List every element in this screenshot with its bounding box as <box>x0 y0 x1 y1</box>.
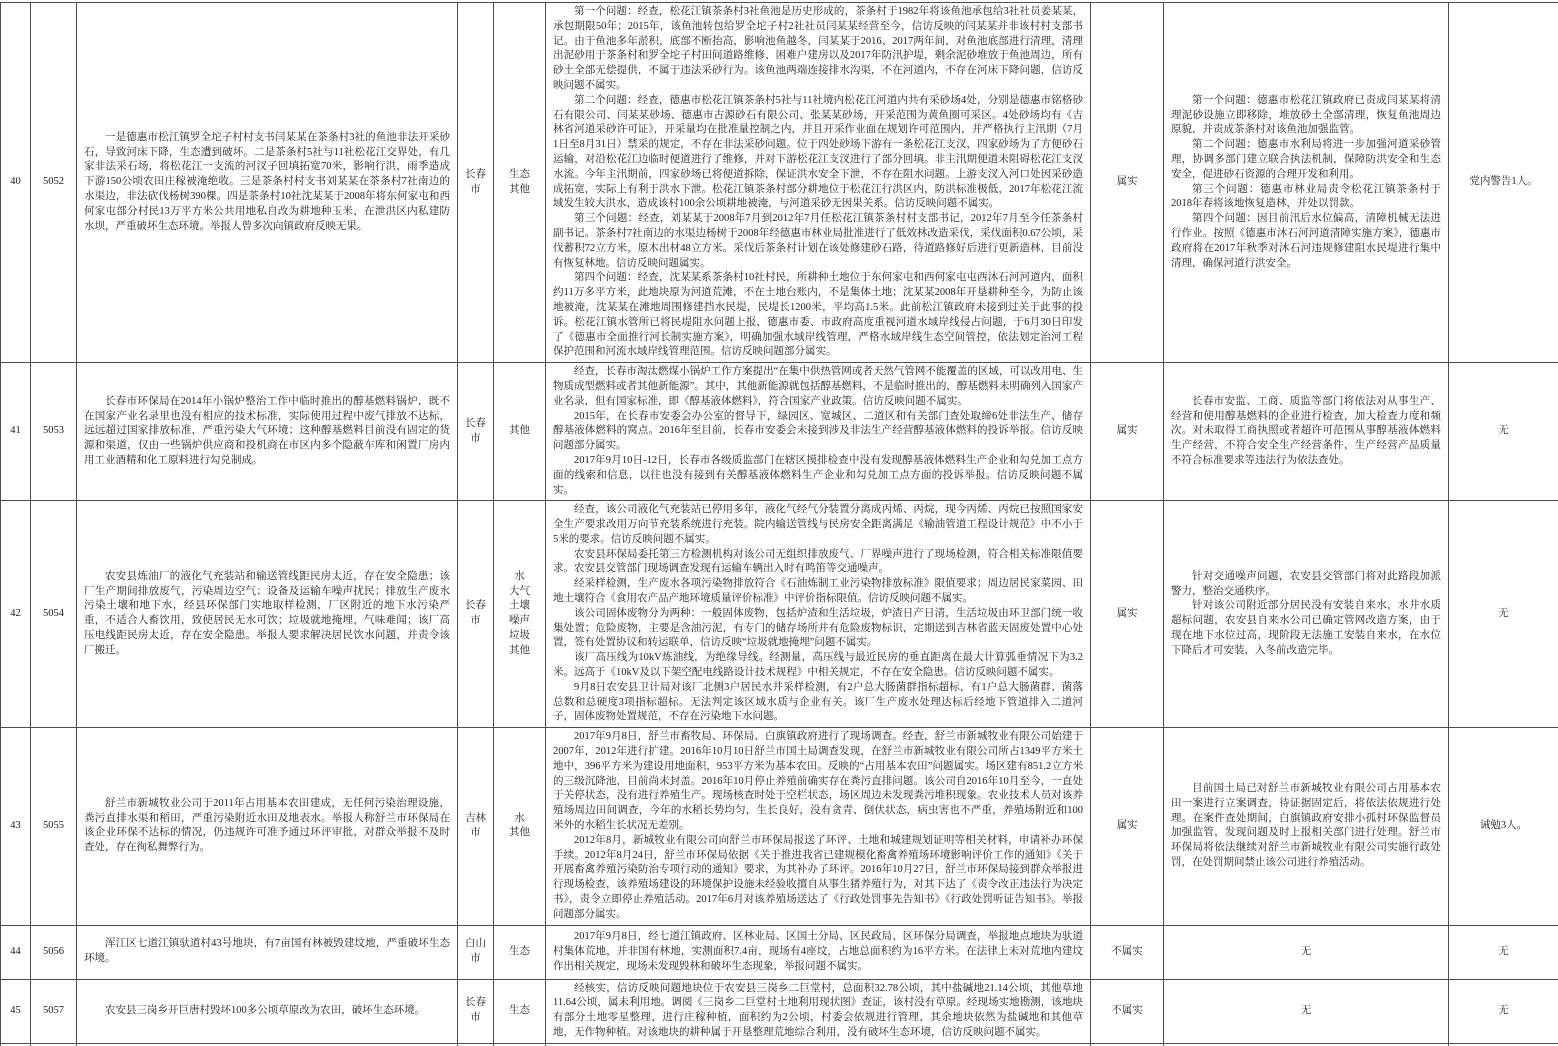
investigation-cell: 经核实，信访反映问题地块位于农安县三岗乡二巨堂村，总面积32.78公顷，其中盐碱地21.14公顷，其他草地11.64公顷，属未利用地。调阅《三岗乡二巨堂村土地利用现状图》查证，该村没有草原。经现场实地勘测，该地块有部分土地零星整理，进行庄稼种植，面积约为2公顷，村委会依规进行管理，其余地块依然为盐碱地和其他草地，无作物种植。对该地块的耕种属于开垦整理荒地综合利用，没有破坏生态环境，信访反映问题不属实。 <box>546 979 1091 1043</box>
accountability-cell: 诫勉3人。 <box>1449 728 1558 925</box>
table-row <box>1 925 1558 979</box>
case-number-cell: 5055 <box>31 728 77 925</box>
table-row <box>1 501 1558 728</box>
handling-cell: 针对交通噪声问题，农安县交管部门将对此路段加派警力，整治交通秩序。 针对该公司附近部分居民没有安装自来水，水井水质超标问题，农安县自来水公司已确定管网改造方案，由于现在地下水位过高，现阶段无法施工安装自来水，在水位下降后才可安装，入冬前改造完毕。 <box>1164 501 1449 728</box>
verified-cell: 不属实 <box>1091 979 1164 1043</box>
accountability-cell: 无 <box>1449 979 1558 1043</box>
complaint-cell: 长春市环保局在2014年小锅炉整治工作中临时推出的醇基燃料锅炉，既不在国家产业名录里也没有相应的技术标准，实际使用过程中废气排放不达标，远远超过国家排放标准，严重污染大气环境；这种醇基燃料目前没有固定的货源和渠道，仅由一些锅炉供应商和投机商在市区内多个隐蔽车库和闲置厂房内用工业酒精和化工原料进行勾兑制成。 <box>77 363 458 501</box>
seq-cell: 42 <box>1 501 31 728</box>
seq-cell: 40 <box>1 3 31 363</box>
accountability-cell: 无 <box>1449 925 1558 979</box>
verified-cell: 属实 <box>1091 501 1164 728</box>
region-cell: 长春市 <box>458 3 494 363</box>
investigation-cell: 经查，该公司液化气充装站已停用多年，液化气经气分装置分离成丙烯、丙烷，现今丙烯、丙烷已按照国家安全生产要求改用万向节充装系统进行充装。院内输送管线与民房安全距离满足《输油管道工程设计规范》中不小于5米的要求。信访反映问题不属实。 农安县环保局委托第三方检测机构对该公司无组织排放废气、厂界噪声进行了现场检测，符合相关标准限值要求。农安县交管部门现场调查发现有运输车辆出入时有鸣笛等交通噪声。 经采样检测，生产废水各项污染物排放符合《石油炼制工业污染物排放标准》限值要求；周边居民家菜园、田地土壤符合《食用农产品产地环境质量评价标准》中评价指标限值。信访反映问题不属实。 该公司固体废物分为两种：一般固体废物，包括炉渣和生活垃圾，炉渣日产日清，生活垃圾由环卫部门统一收集处置；危险废物，主要是含油污泥，有专门的储存场所并有危险废物标识，定期送到吉林省蓝天固废处置中心处置，签有处置协议和转运联单，信访反映“垃圾就地掩埋”问题不属实。 该厂高压线为10kV炼油线，为绝缘导线。经测量，高压线与最近民房的垂直距离在最大计算弧垂情况下为3.2米。远高于《10kV及以下架空配电线路设计技术规程》中相关规定，不存在安全隐患。信访反映问题不属实。 9月8日农安县卫计局对该厂北侧3户居民水井采样检测，有2户总大肠菌群指标超标，有1户总大肠菌群、菌落总数和总硬度3项指标超标。无法判定该区域水质与企业有关。该厂生产废水处理达标后经地下管道排入二道河子，固体废物处置规范，不存在污染地下水问题。 <box>546 501 1091 728</box>
accountability-cell: 无 <box>1449 363 1558 501</box>
case-number-cell: 5052 <box>31 3 77 363</box>
case-number-cell: 5057 <box>31 979 77 1043</box>
complaint-cell: 农安县炼油厂的液化气充装站和输送管线距民房太近，存在安全隐患；该厂生产期间排放废气，污染周边空气；设备及运输车噪声扰民；排放生产废水污染土壤和地下水，经县环保部门实地取样检测，厂区附近的地下水污染严重，不适合人畜饮用，致使居民无水可饮；垃圾就地掩埋，气味难闻；该厂高压电线距民房太近，存在安全隐患。举报人要求解决居民饮水问题，并责令该厂搬迁。 <box>77 501 458 728</box>
seq-cell: 44 <box>1 925 31 979</box>
investigation-cell: 2017年9月8日，舒兰市畜牧局、环保局、白旗镇政府进行了现场调查。经查，舒兰市新城牧业有限公司始建于2007年，2012年进行扩建。2016年10月10日舒兰市国土局调查发现，在舒兰市新城牧业有限公司所占1349平方米土地中，396平方米为建设用地面积，953平方米为基本农田。反映的“占用基本农田”问题属实。场区建有851.2立方米的三级沉降池，目前尚未封盖。2016年10月停止养殖前确实存在粪污直排问题。该公司自2016年10月至今，一直处于关停状态，没有进行养殖生产。现场核查时处于空栏状态，场区周边未发现粪污堆积现象。农业技术人员对该养殖场周边田间调查，今年的水稻长势均匀，生长良好，没有贪青、倒伏状态，病虫害也不严重，养殖场附近和100米外的水稻生长状况无差别。 2012年8月，新城牧业有限公司向舒兰市环保局报送了环评、土地和城建规划证明等相关材料，申请补办环保手续。2012年8月24日，舒兰市环保局依据《关于推进我省已建规模化畜禽养殖场环境影响评价工作的通知》《关于开展畜禽养殖污染防治专项行动的通知》要求，为其补办了环评。2016年10月27日，舒兰市环保局接到群众举报进行现场检查，该养殖场建设的环境保护设施未经验收擅自从事生猪养殖行为，对其下达了《责令改正违法行为决定书》，责令立即停止养殖活动。2017年6月对该养殖场送达了《行政处罚事先告知书》《行政处罚听证告知书》。举报问题部分属实。 <box>546 728 1091 925</box>
handling-cell: 无 <box>1164 925 1449 979</box>
region-cell: 吉林市 <box>458 728 494 925</box>
pollution-type-cell: 水 大气 土壤 噪声 垃圾 其他 <box>494 501 546 728</box>
verified-cell: 属实 <box>1091 3 1164 363</box>
inspection-register-table <box>0 2 1558 1046</box>
case-number-cell: 5056 <box>31 925 77 979</box>
investigation-cell: 第一个问题：经查，松花江镇茶条村3社鱼池是历史形成的，茶条村于1982年将该鱼池承包给3社社员姜某某，承包期限50年；2015年，该鱼池转包给罗全坨子村2社社员闫某某经营至今，信访反映的闫某某并非该村村支部书记。由于鱼池多年淤积，底部不断抬高，影响池鱼越冬，闫某某于2016、2017两年间，对鱼池底部进行清理，清理出泥砂用于茶条村和罗全坨子村田间道路维修、困难户建房以及2017年防汛护堤，剩余泥砂堆放于鱼池周边，所有砂土全部无偿提供，不属于违法采砂行为。该鱼池两端连接排水沟渠，不在河道内，不存在河床下降问题，信访反映问题不属实。 第二个问题：经查，德惠市松花江镇茶条村5社与11社境内松花江河道内共有采砂场4处，分别是德惠市铭格砂石有限公司、闫某某砂场、德惠市古源砂石有限公司、张某某砂场，开采范围为黄鱼圈可采区。4处砂场均有《吉林省河道采砂许可证》，开采量均在批准量控制之内，并且开采作业面在规划许可范围内，并严格执行主汛期（7月1日至8月31日）禁采的规定，不存在非法采砂问题。位于四处砂场下游有一条松花江支汊，四家砂场为了方便砂石运输，对沿松花江边临时便道进行了维修，并对下游松花江支汊进行了部分回填。非主汛期便道未阻碍松花江支汊水流。今年主汛期前，四家砂场已将便道拆除，保证洪水安全下泄，不存在阻水问题。上游支汊入河口处因采砂造成拓宽，实际上有利于洪水下泄。松花江镇茶条村部分耕地位于松花江行洪区内，防洪标准极低，2017年松花江流域发生较大洪水，造成该村100余公顷耕地被淹，与河道采砂无因果关系。信访反映问题不属实。 第三个问题：经查，刘某某于2008年7月到2012年7月任松花江镇茶条村村支部书记，2012年7月至今任茶条村副书记。茶条村7社南边的水渠边杨树于2008年经德惠市林业局批准进行了低效林改造采伐，采伐面积0.67公顷，采伐蓄积72立方米，原木出材48立方米。采伐后茶条村计划在该处修建砂石路，待道路修好后进行更新造林，目前没有恢复林地。信访反映问题属实。 第四个问题：经查，沈某某系茶条村10社村民，所耕种土地位于东何家屯和西何家屯屯西沐石河河道内，面积约11万多平方米，此地块原为河道荒滩，不在土地台账内，不是集体土地；沈某某2008年开垦耕种至今，为防止该地被淹，沈某某在滩地周围修建挡水民堤，民堤长1200米，平均高1.5米。此前松江镇政府未接到过关于此事的投诉。松花江镇水管所已将民堤阻水问题上报，德惠市委、市政府高度重视河道水域岸线侵占问题，于6月30日印发了《德惠市全面推行河长制实施方案》，明确加强水域岸线管理，严格水域岸线生态空间管控，依法划定治河工程保护范围和河流水域岸线管理范围。信访反映问题部分属实。 <box>546 3 1091 363</box>
complaint-cell: 农安县三岗乡开巨唐村毁坏100多公顷草原改为农田，破坏生态环境。 <box>77 979 458 1043</box>
investigation-cell: 经查，长春市淘汰燃煤小锅炉工作方案提出“在集中供热管网或者天然气管网不能覆盖的区域，可以改用电、生物质成型燃料或者其他新能源”。其中，其他新能源就包括醇基燃料，不是临时推出的，醇基燃料未明确列入国家产业名录，但有国家标准，即《醇基液体燃料》，符合国家产业政策。信访反映问题不属实。 2015年，在长春市安委会办公室的督导下，绿园区、宽城区、二道区和有关部门查处取缔6处非法生产、储存醇基液体燃料的窝点。2016年至目前，长春市安委会未接到涉及非法生产经营醇基液体燃料的投诉举报。信访反映问题部分属实。 2017年9月10日-12日，长春市各级质监部门在辖区摸排检查中没有发现醇基液体燃料生产企业和勾兑加工点方面的线索和信息，以往也没有接到有关醇基液体燃料生产企业和勾兑加工点方面的投诉举报。信访反映问题不属实。 <box>546 363 1091 501</box>
pollution-type-cell: 水 其他 <box>494 728 546 925</box>
pollution-type-cell: 其他 <box>494 363 546 501</box>
region-cell: 长春市 <box>458 363 494 501</box>
verified-cell: 属实 <box>1091 728 1164 925</box>
verified-cell: 不属实 <box>1091 925 1164 979</box>
region-cell: 白山市 <box>458 925 494 979</box>
pollution-type-cell: 生态 <box>494 979 546 1043</box>
complaint-cell: 浑江区七道江镇驮道村43号地块，有7亩国有林被毁建坟地，严重破坏生态环境。 <box>77 925 458 979</box>
pollution-type-cell: 生态 <box>494 925 546 979</box>
handling-cell: 第一个问题：德惠市松花江镇政府已责成闫某某将清理泥砂设施立即移除，堆放砂土全部清理，恢复鱼池周边原貌，并责成茶条村对该鱼池加强监管。 第二个问题：德惠市水利局将进一步加强河道采砂管理，协调多部门建立联合执法机制，保障防洪安全和生态安全，促进砂石资源的合理开发和利用。 第三个问题：德惠市林业局责令松花江镇茶条村于2018年春将该地恢复造林，并处以罚款。 第四个问题：因目前汛后水位偏高，清障机械无法进行作业。按照《德惠市沐石河河道清障实施方案》，德惠市政府将在2017年秋季对沐石河违规修建阻水民堤进行集中清理，确保河道行洪安全。 <box>1164 3 1449 363</box>
region-cell: 长春市 <box>458 501 494 728</box>
case-number-cell: 5054 <box>31 501 77 728</box>
complaint-cell: 一是德惠市松江镇罗全坨子村村支书闫某某在茶条村3社的鱼池非法开采砂石，导致河床下降，生态遭到破坏。二是茶条村5社与11社松花江交界处，有几家非法采石场，将松花江一支流的河汊子回填拓宽70米，影响行洪，雨季造成下游150公顷农田庄稼被淹绝收。三是茶条村村支书刘某某在茶条村7社南边的水渠边，非法砍伐杨树390棵。四是茶条村10社沈某某于2008年将东何家屯和西何家屯部分村民13万平方米公共用地私自改为耕地种玉米，在泄洪区内私建防水坝，严重破坏生态环境。举报人曾多次向镇政府反映无果。 <box>77 3 458 363</box>
table-row <box>1 3 1558 363</box>
region-cell: 长春市 <box>458 979 494 1043</box>
handling-cell: 目前国土局已对舒兰市新城牧业有限公司占用基本农田一案进行立案调查，待证据固定后，将依法依规进行处理。在案件查处期间，白旗镇政府安排小孤村环保监督员加强监管，发现问题及时上报相关部门进行处理。舒兰市环保局将依法继续对舒兰市新城牧业有限公司实施行政处罚，在处罚期间禁止该公司进行养殖活动。 <box>1164 728 1449 925</box>
table-row <box>1 728 1558 925</box>
handling-cell: 无 <box>1164 979 1449 1043</box>
handling-cell: 长春市安监、工商、质监等部门将依法对从事生产、经营和使用醇基燃料的企业进行检查，加大检查力度和频次。对未取得工商执照或者超许可范围从事醇基液体燃料生产经营，不符合安全生产经营条件，生产经营产品质量不符合标准要求等违法行为依法查处。 <box>1164 363 1449 501</box>
table-body <box>1 3 1558 1046</box>
pollution-type-cell: 生态 其他 <box>494 3 546 363</box>
table-row <box>1 363 1558 501</box>
seq-cell: 41 <box>1 363 31 501</box>
investigation-cell: 2017年9月8日，经七道江镇政府、区林业局、区国土分局、区民政局、区环保分局调查，举报地点地块为驮道村集体荒地，并非国有林地，实测面积7.4亩，现场有4座坟，占地总面积约为16平方米。在法律上未对荒地内建坟作出相关规定，现场未发现毁林和破坏生态现象，举报问题不属实。 <box>546 925 1091 979</box>
complaint-cell: 舒兰市新城牧业公司于2011年占用基本农田建成，无任何污染治理设施，粪污直排水渠和稻田，严重污染附近水田及地表水。举报人称舒兰市环保局在该企业环保不达标的情况，仍违规许可准予通过环评审批，对群众举报不及时查处，存在徇私舞弊行为。 <box>77 728 458 925</box>
seq-cell: 45 <box>1 979 31 1043</box>
case-number-cell: 5053 <box>31 363 77 501</box>
accountability-cell: 无 <box>1449 501 1558 728</box>
accountability-cell: 党内警告1人。 <box>1449 3 1558 363</box>
verified-cell: 属实 <box>1091 363 1164 501</box>
table-row <box>1 979 1558 1043</box>
seq-cell: 43 <box>1 728 31 925</box>
